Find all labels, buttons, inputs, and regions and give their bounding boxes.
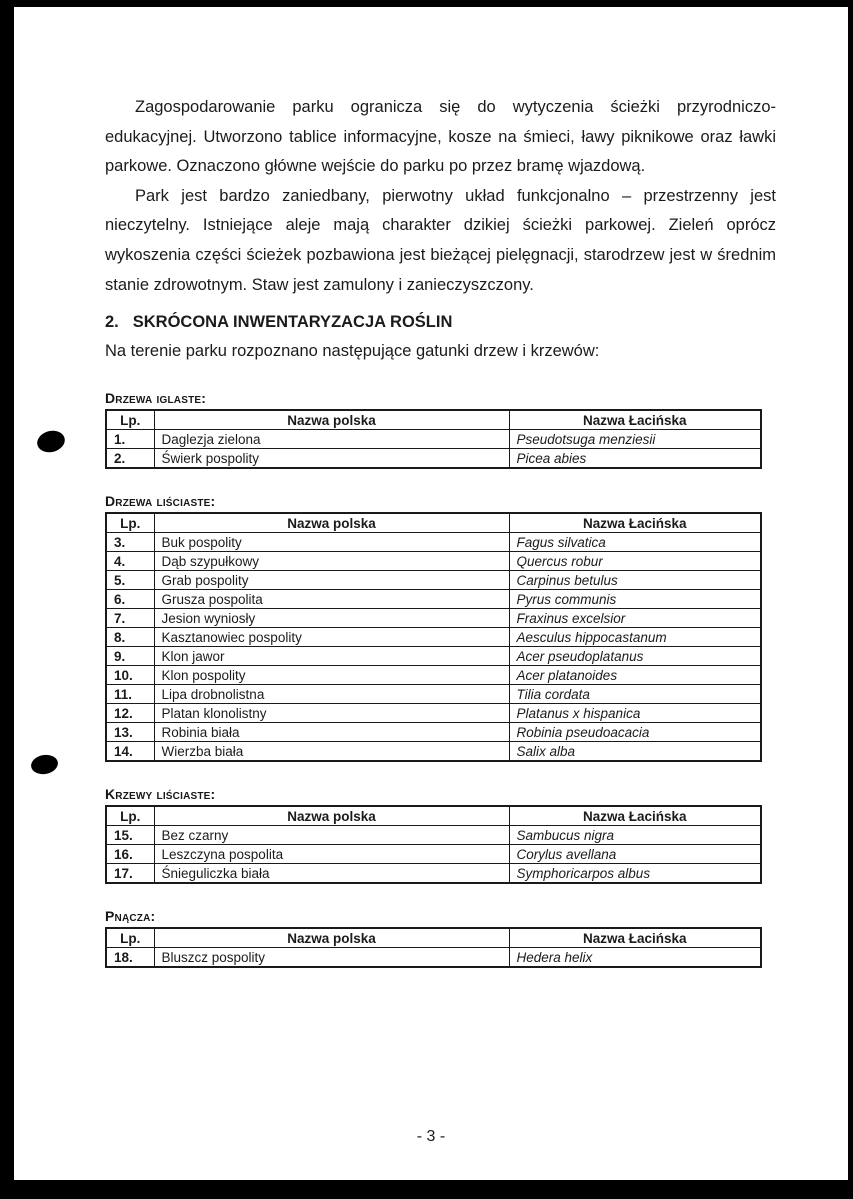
- cell-polish: Klon pospolity: [154, 666, 509, 685]
- cell-latin: Quercus robur: [509, 552, 761, 571]
- cell-polish: Bluszcz pospolity: [154, 948, 509, 968]
- cell-latin: Tilia cordata: [509, 685, 761, 704]
- column-header: Nazwa Łacińska: [509, 513, 761, 533]
- species-table-block: [105, 493, 776, 762]
- cell-latin: Acer platanoides: [509, 666, 761, 685]
- cell-latin: Fraxinus excelsior: [509, 609, 761, 628]
- cell-lp: 9.: [106, 647, 154, 666]
- cell-polish: Świerk pospolity: [154, 449, 509, 469]
- intro-line: Na terenie parku rozpoznano następujące gatunki drzew i krzewów:: [105, 342, 600, 361]
- table-row: [106, 628, 761, 647]
- species-table: [105, 512, 762, 762]
- table-section-label: Drzewa liściaste:: [105, 493, 216, 510]
- page-number: - 3 -: [416, 1128, 446, 1145]
- cell-polish: Śnieguliczka biała: [154, 864, 509, 884]
- column-header: Lp.: [106, 806, 154, 826]
- cell-polish: Buk pospolity: [154, 533, 509, 552]
- table-row: [106, 948, 761, 968]
- cell-lp: 6.: [106, 590, 154, 609]
- species-table-block: [105, 390, 776, 469]
- table-row: [106, 449, 761, 469]
- cell-latin: Carpinus betulus: [509, 571, 761, 590]
- table-section-label: Drzewa iglaste:: [105, 390, 207, 407]
- table-header-row: [106, 806, 761, 826]
- cell-lp: 18.: [106, 948, 154, 968]
- cell-polish: Wierzba biała: [154, 742, 509, 762]
- cell-lp: 2.: [106, 449, 154, 469]
- table-row: [106, 430, 761, 449]
- column-header: Lp.: [106, 928, 154, 948]
- cell-latin: Salix alba: [509, 742, 761, 762]
- cell-latin: Corylus avellana: [509, 845, 761, 864]
- paragraph-park-development: Zagospodarowanie parku ogranicza się do wytyczenia ścieżki przyrodniczo-edukacyjnej. Utworzono tablice informacyjne, kosze na śmieci, ławy piknikowe oraz ławki parkowe. Oznaczono główne wejście do parku po przez bramę wjazdową.: [105, 98, 776, 176]
- column-header: Lp.: [106, 410, 154, 430]
- section-heading-text: SKRÓCONA INWENTARYZACJA ROŚLIN: [132, 313, 453, 332]
- cell-lp: 5.: [106, 571, 154, 590]
- table-row: [106, 666, 761, 685]
- document-page: [14, 7, 848, 1180]
- table-row: [106, 647, 761, 666]
- table-row: [106, 609, 761, 628]
- cell-lp: 14.: [106, 742, 154, 762]
- species-table-block: [105, 786, 776, 884]
- column-header: Nazwa Łacińska: [509, 928, 761, 948]
- page-content: [14, 7, 848, 968]
- cell-lp: 4.: [106, 552, 154, 571]
- table-row: [106, 742, 761, 762]
- cell-polish: Bez czarny: [154, 826, 509, 845]
- table-header-row: [106, 928, 761, 948]
- table-section-label: Pnącza:: [105, 908, 156, 925]
- cell-latin: Aesculus hippocastanum: [509, 628, 761, 647]
- cell-lp: 8.: [106, 628, 154, 647]
- column-header: Lp.: [106, 513, 154, 533]
- table-row: [106, 704, 761, 723]
- cell-latin: Pseudotsuga menziesii: [509, 430, 761, 449]
- column-header: Nazwa Łacińska: [509, 806, 761, 826]
- cell-lp: 15.: [106, 826, 154, 845]
- cell-lp: 3.: [106, 533, 154, 552]
- cell-lp: 7.: [106, 609, 154, 628]
- table-row: [106, 845, 761, 864]
- cell-latin: Symphoricarpos albus: [509, 864, 761, 884]
- table-row: [106, 826, 761, 845]
- cell-latin: Sambucus nigra: [509, 826, 761, 845]
- cell-polish: Kasztanowiec pospolity: [154, 628, 509, 647]
- cell-polish: Jesion wyniosły: [154, 609, 509, 628]
- table-row: [106, 864, 761, 884]
- cell-latin: Acer pseudoplatanus: [509, 647, 761, 666]
- cell-polish: Klon jawor: [154, 647, 509, 666]
- cell-latin: Picea abies: [509, 449, 761, 469]
- column-header: Nazwa polska: [154, 513, 509, 533]
- species-table: [105, 927, 762, 968]
- cell-polish: Platan klonolistny: [154, 704, 509, 723]
- table-row: [106, 590, 761, 609]
- cell-polish: Leszczyna pospolita: [154, 845, 509, 864]
- cell-latin: Pyrus communis: [509, 590, 761, 609]
- species-table-block: [105, 908, 776, 968]
- cell-latin: Hedera helix: [509, 948, 761, 968]
- species-table: [105, 409, 762, 469]
- cell-polish: Grab pospolity: [154, 571, 509, 590]
- column-header: Nazwa polska: [154, 928, 509, 948]
- paragraph-park-condition: Park jest bardzo zaniedbany, pierwotny układ funkcjonalno – przestrzenny jest nieczytelny. Istniejące aleje mają charakter dzikiej ścieżki parkowej. Zieleń oprócz wykoszenia części ścieżek pozbawiona jest bieżącej pielęgnacji, starodrzew jest w średnim stanie zdrowotnym. Staw jest zamulony i zanieczyszczony.: [105, 186, 776, 294]
- cell-polish: Dąb szypułkowy: [154, 552, 509, 571]
- table-section-label: Krzewy liściaste:: [105, 786, 216, 803]
- section-heading: [105, 308, 776, 337]
- cell-polish: Grusza pospolita: [154, 590, 509, 609]
- cell-latin: Platanus x hispanica: [509, 704, 761, 723]
- table-header-row: [106, 410, 761, 430]
- table-header-row: [106, 513, 761, 533]
- cell-lp: 16.: [106, 845, 154, 864]
- cell-lp: 13.: [106, 723, 154, 742]
- column-header: Nazwa polska: [154, 410, 509, 430]
- cell-polish: Daglezja zielona: [154, 430, 509, 449]
- cell-latin: Fagus silvatica: [509, 533, 761, 552]
- cell-polish: Robinia biała: [154, 723, 509, 742]
- cell-lp: 12.: [106, 704, 154, 723]
- table-row: [106, 685, 761, 704]
- column-header: Nazwa polska: [154, 806, 509, 826]
- column-header: Nazwa Łacińska: [509, 410, 761, 430]
- cell-lp: 17.: [106, 864, 154, 884]
- table-row: [106, 533, 761, 552]
- cell-lp: 11.: [106, 685, 154, 704]
- cell-polish: Lipa drobnolistna: [154, 685, 509, 704]
- section-heading-number: 2.: [105, 313, 119, 332]
- species-table: [105, 805, 762, 884]
- cell-lp: 10.: [106, 666, 154, 685]
- table-row: [106, 552, 761, 571]
- cell-latin: Robinia pseudoacacia: [509, 723, 761, 742]
- table-row: [106, 571, 761, 590]
- cell-lp: 1.: [106, 430, 154, 449]
- species-tables-host: [105, 390, 776, 968]
- table-row: [106, 723, 761, 742]
